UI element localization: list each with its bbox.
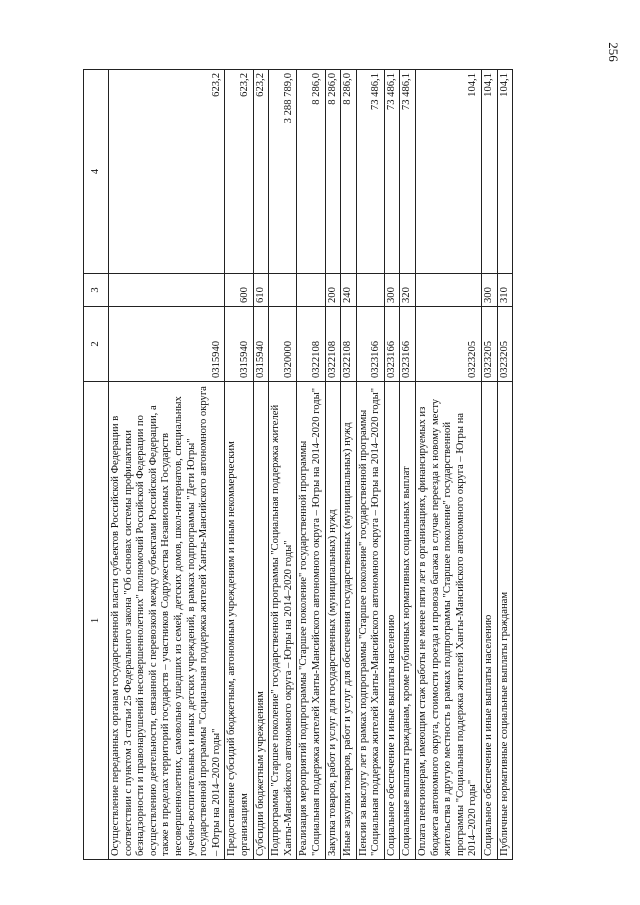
row-vr: 610	[253, 274, 269, 307]
row-sum: 8 286,0	[297, 70, 325, 274]
row-sum: 104,1	[497, 70, 513, 274]
row-sum: 3 288 789,0	[269, 70, 297, 274]
row-vr	[416, 274, 482, 307]
header-col-2: 2	[84, 307, 109, 382]
row-code: 0323205	[416, 307, 482, 382]
row-code: 0323166	[384, 307, 400, 382]
table-row	[297, 70, 325, 860]
row-name: Осуществление переданных органам государственной власти субъектов Российской Федерации в соответствии с пунктом 3 статьи 25 Федерального закона "Об основах системы профилактики безнадзорности и правонарушений несовершеннолетних" полномочий Российской Федерации по осуществлению деятельности, связанной с перевозкой между субъектами Российской Федерации, а также в пределах территорий государств – участников Содружества Независимых Государств несовершеннолетних, самовольно ушедших из семей, детских домов, школ-интернатов, специальных учебно-воспитательных и иных детских учреждений, в рамках подпрограммы "Дети Югры" государственной программы "Социальная поддержка жителей Ханты-Мансийского автономного округа – Югры на 2014–2020 годы"	[109, 382, 225, 860]
table-row	[109, 70, 225, 860]
table-header-row	[84, 70, 109, 860]
row-sum: 623,2	[109, 70, 225, 274]
row-sum: 623,2	[253, 70, 269, 274]
page-number: 256	[605, 42, 621, 62]
row-name: Закупка товаров, работ и услуг для государственных (муниципальных) нужд	[325, 382, 341, 860]
table-row	[482, 70, 498, 860]
row-sum: 104,1	[482, 70, 498, 274]
row-code: 0323166	[400, 307, 416, 382]
row-name: Субсидии бюджетным учреждениям	[253, 382, 269, 860]
row-sum: 623,2	[225, 70, 253, 274]
table-row	[497, 70, 513, 860]
table-row	[325, 70, 341, 860]
row-code: 0315940	[253, 307, 269, 382]
row-sum: 8 286,0	[325, 70, 341, 274]
row-name: Предоставление субсидий бюджетным, автономным учреждениям и иным некоммерческим организациям	[225, 382, 253, 860]
row-vr: 300	[384, 274, 400, 307]
row-vr	[356, 274, 384, 307]
budget-table-container	[83, 70, 603, 860]
row-code: 0315940	[225, 307, 253, 382]
row-name: Социальное обеспечение и иные выплаты населению	[384, 382, 400, 860]
row-name: Социальное обеспечение и иные выплаты населению	[482, 382, 498, 860]
table-row	[400, 70, 416, 860]
row-code: 0322108	[297, 307, 325, 382]
row-vr	[297, 274, 325, 307]
table-row	[253, 70, 269, 860]
row-code: 0323205	[497, 307, 513, 382]
table-row	[416, 70, 482, 860]
row-vr: 300	[482, 274, 498, 307]
row-name: Реализация мероприятий подпрограммы "Старшее поколение" государственной программы "Социальная поддержка жителей Ханты-Мансийского автономного округа – Югры на 2014–2020 годы"	[297, 382, 325, 860]
row-sum: 8 286,0	[341, 70, 357, 274]
row-code: 0315940	[109, 307, 225, 382]
table-row	[356, 70, 384, 860]
row-vr: 240	[341, 274, 357, 307]
header-col-4: 4	[84, 70, 109, 274]
table-row	[341, 70, 357, 860]
row-code: 0323205	[482, 307, 498, 382]
header-col-3: 3	[84, 274, 109, 307]
row-name: Подпрограмма "Старшее поколение" государственной программы "Социальная поддержка жителей Ханты-Мансийского автономного округа – Югры на 2014–2020 годы"	[269, 382, 297, 860]
table-row	[384, 70, 400, 860]
row-code: 0323166	[356, 307, 384, 382]
row-name: Пенсии за выслугу лет в рамках подпрограммы "Старшее поколение" государственной программы "Социальная поддержка жителей Ханты-Мансийского автономного округа – Югры на 2014–2020 годы"	[356, 382, 384, 860]
row-vr: 600	[225, 274, 253, 307]
row-sum: 73 486,1	[356, 70, 384, 274]
row-sum: 73 486,1	[400, 70, 416, 274]
budget-table	[83, 69, 513, 860]
row-code: 0320000	[269, 307, 297, 382]
row-vr	[269, 274, 297, 307]
row-vr: 320	[400, 274, 416, 307]
row-name: Оплата пенсионерам, имеющим стаж работы не менее пяти лет в организациях, финансируемых из бюджета автономного округа, стоимости проезда и провоза багажа в случае переезда к новому месту жительства в другую местность в рамках подпрограммы "Старшее поколение" государственной программы "Социальная поддержка жителей Ханты-Мансийского автономного округа – Югры на 2014–2020 годы"	[416, 382, 482, 860]
table-row	[269, 70, 297, 860]
row-name: Иные закупки товаров, работ и услуг для обеспечения государственных (муниципальных) нужд	[341, 382, 357, 860]
table-row	[225, 70, 253, 860]
row-vr	[109, 274, 225, 307]
header-col-1: 1	[84, 382, 109, 860]
row-code: 0322108	[341, 307, 357, 382]
row-vr: 200	[325, 274, 341, 307]
row-sum: 104,1	[416, 70, 482, 274]
row-code: 0322108	[325, 307, 341, 382]
row-name: Публичные нормативные социальные выплаты гражданам	[497, 382, 513, 860]
row-sum: 73 486,1	[384, 70, 400, 274]
row-vr: 310	[497, 274, 513, 307]
row-name: Социальные выплаты гражданам, кроме публичных нормативных социальных выплат	[400, 382, 416, 860]
